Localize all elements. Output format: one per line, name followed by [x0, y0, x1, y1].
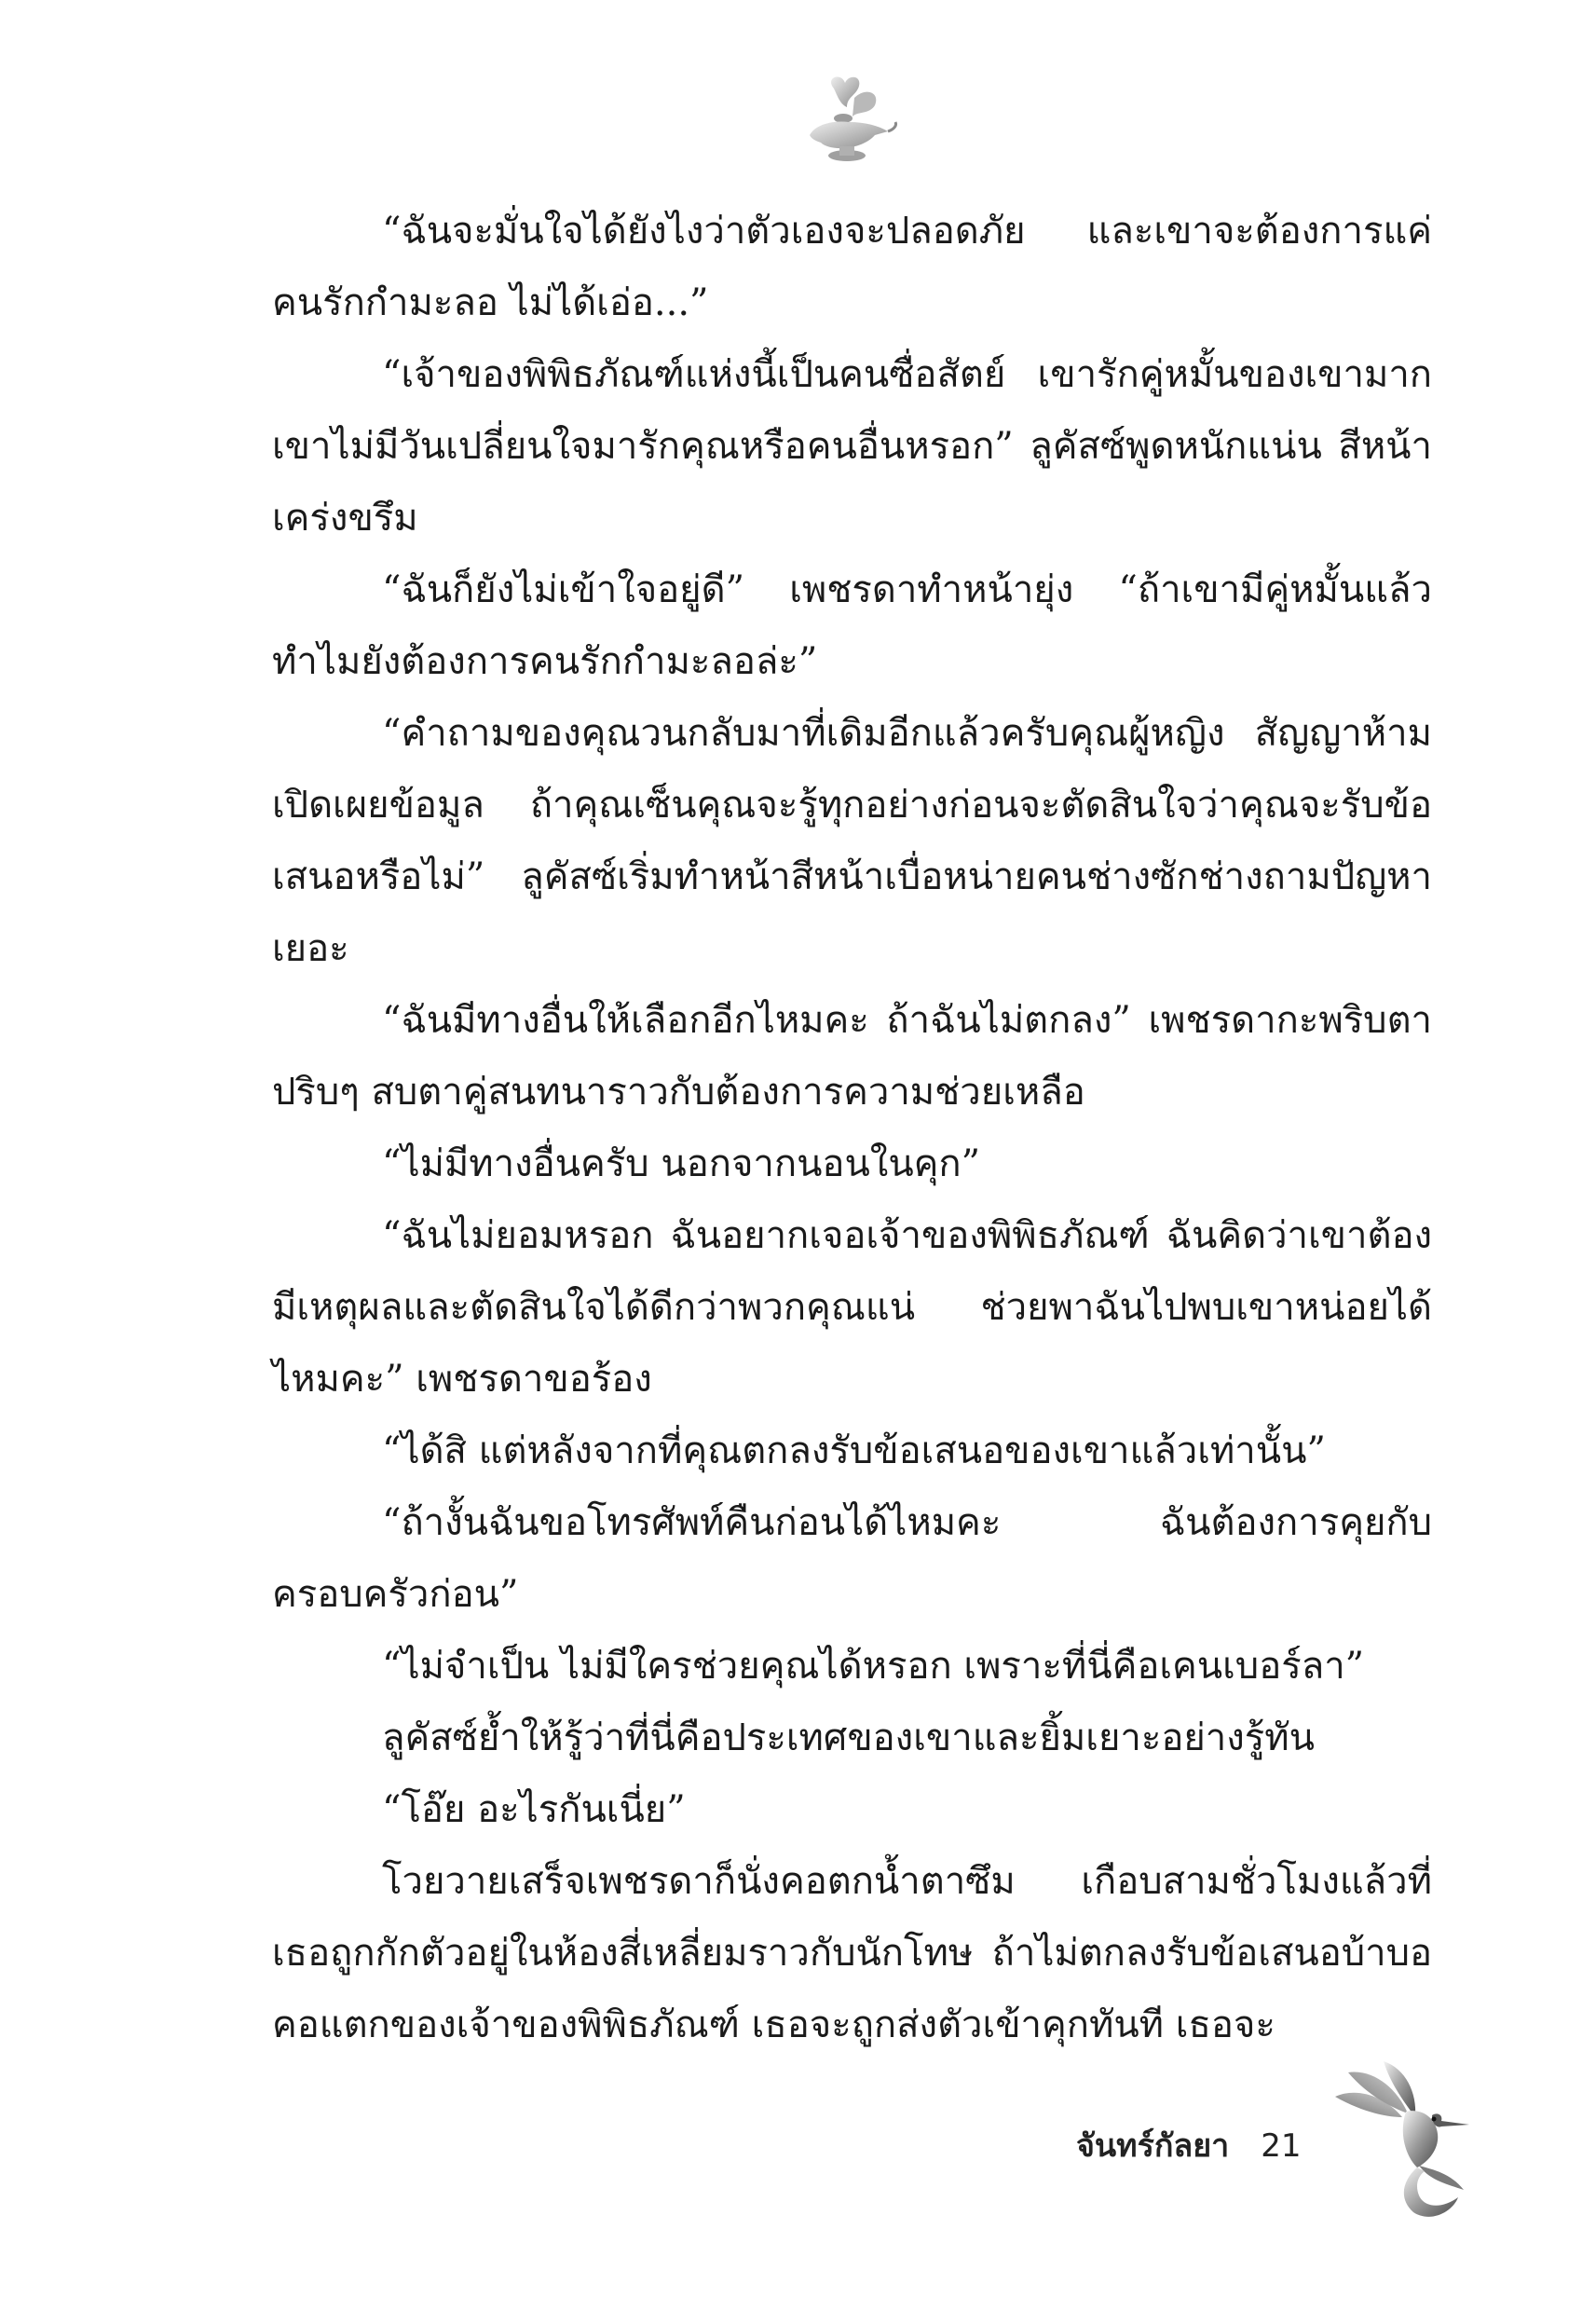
paragraph: “ได้สิ แต่หลังจากที่คุณตกลงรับข้อเสนอของเขาแล้วเท่านั้น” — [382, 1429, 1326, 1472]
paragraph: “ฉันไม่ยอมหรอก ฉันอยากเจอเจ้าของพิพิธภัณฑ์ ฉันคิดว่าเขาต้องมีเหตุผลและตัดสินใจได้ดีกว่าพวกคุณแน่ ช่วยพาฉันไปพบเขาหน่อยได้ไหมคะ” เพชรดาขอร้อง — [272, 1214, 1432, 1401]
page-footer — [1076, 2120, 1302, 2170]
paragraph: “เจ้าของพิพิธภัณฑ์แห่งนี้เป็นคนซื่อสัตย์ เขารักคู่หมั้นของเขามาก เขาไม่มีวันเปลี่ยนใจมารักคุณหรือคนอื่นหรอก” ลูคัสซ์พูดหนักแน่น สีหน้าเคร่งขรึม — [272, 353, 1432, 540]
paragraph: “โอ๊ย อะไรกันเนี่ย” — [382, 1788, 686, 1831]
body-text — [272, 196, 1432, 2061]
genie-lamp-icon — [797, 70, 899, 172]
paragraph: “ฉันก็ยังไม่เข้าใจอยู่ดี” เพชรดาทำหน้ายุ่ง “ถ้าเขามีคู่หมั้นแล้ว ทำไมยังต้องการคนรักกำมะลอล่ะ” — [272, 568, 1432, 683]
paragraph: “ไม่มีทางอื่นครับ นอกจากนอนในคุก” — [382, 1142, 981, 1185]
paragraph: “ไม่จำเป็น ไม่มีใครช่วยคุณได้หรอก เพราะที่นี่คือเคนเบอร์ลา” — [382, 1645, 1365, 1688]
paragraph: โวยวายเสร็จเพชรดาก็นั่งคอตกน้ำตาซึม เกือบสามชั่วโมงแล้วที่เธอถูกกักตัวอยู่ในห้องสี่เหลี่ยมราวกับนักโทษ ถ้าไม่ตกลงรับข้อเสนอบ้าบอคอแตกของเจ้าของพิพิธภัณฑ์ เธอจะถูกส่งตัวเข้าคุกทันที เธอจะ — [272, 1860, 1432, 2046]
paragraph: “ฉันมีทางอื่นให้เลือกอีกไหมคะ ถ้าฉันไม่ตกลง” เพชรดากะพริบตาปริบๆ สบตาคู่สนทนาราวกับต้องการความช่วยเหลือ — [272, 999, 1432, 1114]
paragraph: ลูคัสซ์ย้ำให้รู้ว่าที่นี่คือประเทศของเขาและยิ้มเยาะอย่างรู้ทัน — [382, 1716, 1315, 1759]
paragraph: “ถ้างั้นฉันขอโทรศัพท์คืนก่อนได้ไหมคะ ฉันต้องการคุยกับครอบครัวก่อน” — [272, 1501, 1432, 1616]
paragraph: “คำถามของคุณวนกลับมาที่เดิมอีกแล้วครับคุณผู้หญิง สัญญาห้ามเปิดเผยข้อมูล ถ้าคุณเซ็นคุณจะรู้ทุกอย่างก่อนจะตัดสินใจว่าคุณจะรับข้อเสนอหรือไม่” ลูคัสซ์เริ่มทำหน้าสีหน้าเบื่อหน่ายคนช่างซักช่างถามปัญหาเยอะ — [272, 712, 1432, 970]
page-number: 21 — [1261, 2127, 1302, 2165]
book-title: จันทร์กัลยา — [1076, 2127, 1230, 2165]
paragraph: “ฉันจะมั่นใจได้ยังไงว่าตัวเองจะปลอดภัย และเขาจะต้องการแค่คนรักกำมะลอ ไม่ได้เอ่อ...” — [272, 210, 1432, 324]
hummingbird-icon — [1328, 2059, 1486, 2222]
